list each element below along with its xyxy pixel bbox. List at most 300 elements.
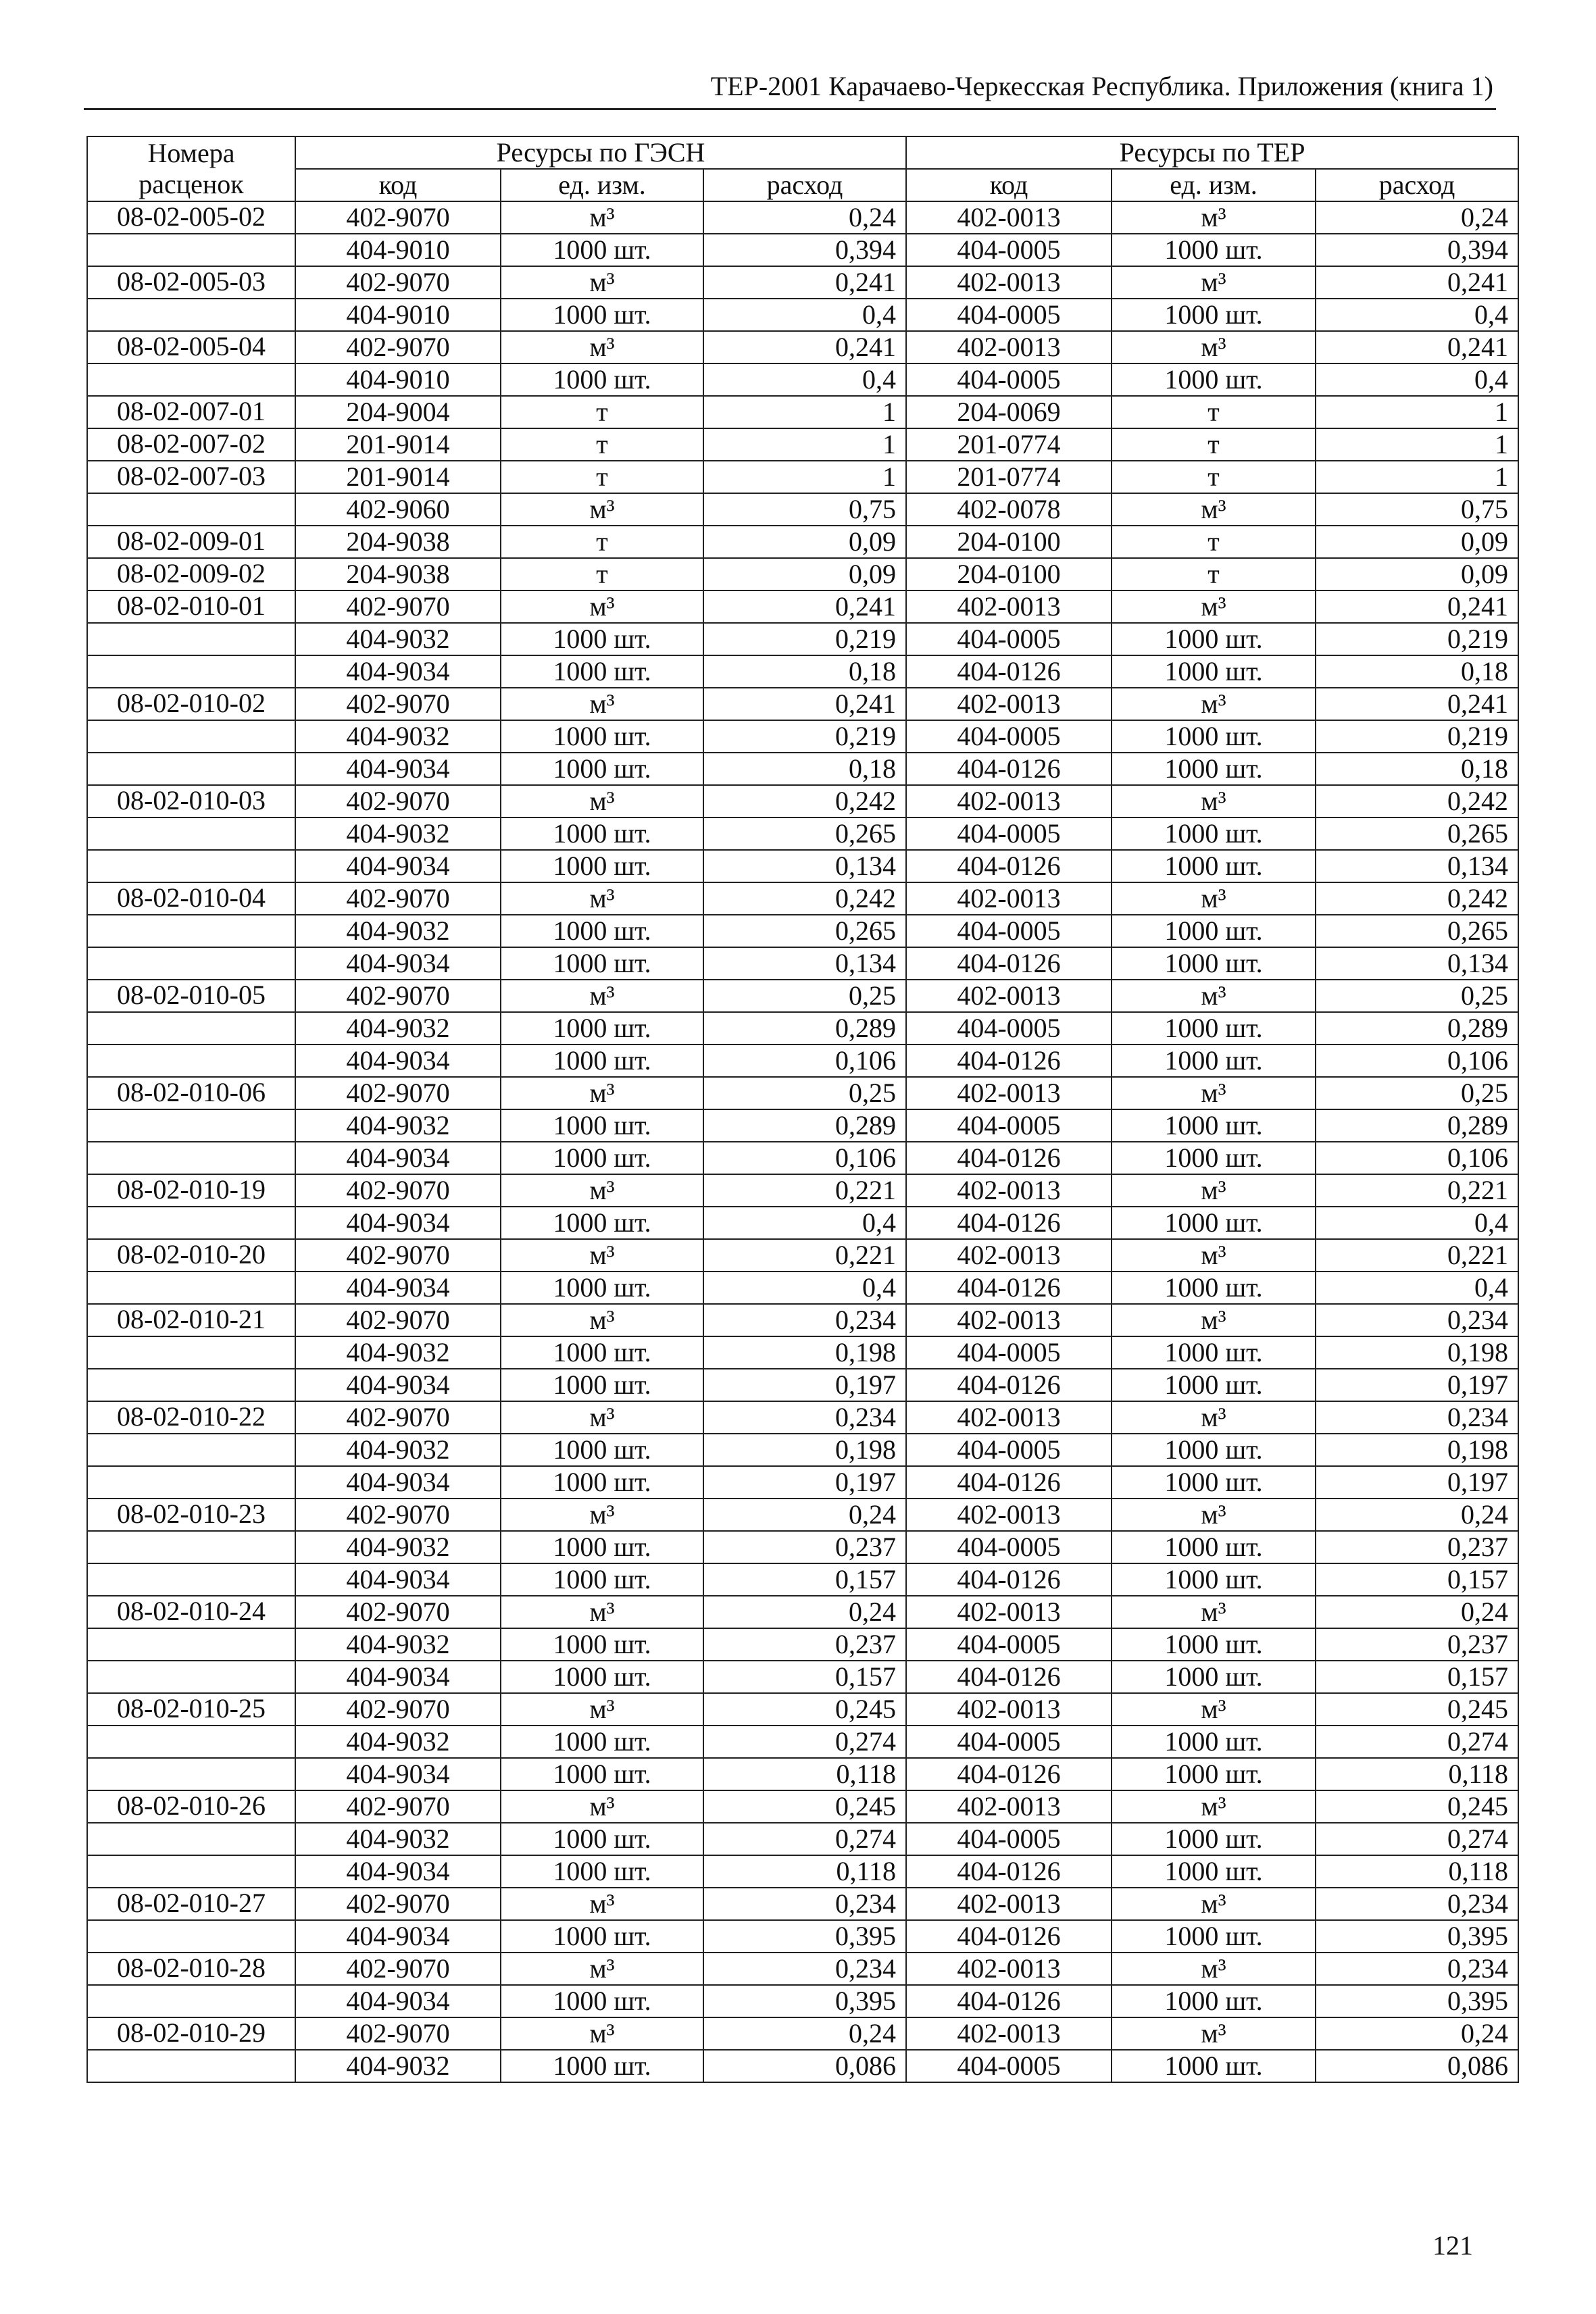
table-row: [87, 201, 1518, 234]
cell-gesn-unit: 1000 шт.: [501, 1142, 703, 1174]
table-row: [87, 1823, 1518, 1855]
cell-ter-unit: 1000 шт.: [1112, 1369, 1316, 1401]
cell-gesn-amount: 0,106: [703, 1045, 906, 1077]
table-row: [87, 947, 1518, 980]
cell-ter-unit: м³: [1112, 590, 1316, 623]
cell-gesn-code: 402-9070: [295, 1401, 501, 1434]
cell-gesn-code: 402-9070: [295, 785, 501, 818]
cell-ter-amount: 0,198: [1316, 1336, 1518, 1369]
table-row: [87, 720, 1518, 753]
rate-number-continuation: [87, 1272, 295, 1304]
table-row: [87, 1401, 1518, 1434]
cell-gesn-unit: 1000 шт.: [501, 1336, 703, 1369]
cell-gesn-amount: 0,4: [703, 1207, 906, 1239]
cell-gesn-amount: 0,394: [703, 234, 906, 266]
table-row: [87, 1077, 1518, 1109]
cell-ter-amount: 0,289: [1316, 1012, 1518, 1045]
cell-gesn-amount: 0,24: [703, 2017, 906, 2050]
table-row: [87, 1369, 1518, 1401]
cell-ter-code: 402-0013: [906, 1239, 1112, 1272]
rate-number-continuation: [87, 655, 295, 688]
cell-ter-code: 201-0774: [906, 461, 1112, 493]
col-header-ter-amount: расход: [1316, 169, 1518, 201]
cell-gesn-unit: 1000 шт.: [501, 1272, 703, 1304]
cell-gesn-unit: м³: [501, 1499, 703, 1531]
cell-ter-unit: м³: [1112, 1401, 1316, 1434]
cell-ter-code: 402-0013: [906, 882, 1112, 915]
cell-gesn-code: 404-9034: [295, 655, 501, 688]
cell-gesn-code: 402-9070: [295, 1239, 501, 1272]
cell-gesn-code: 404-9034: [295, 753, 501, 785]
cell-gesn-amount: 0,289: [703, 1012, 906, 1045]
cell-ter-unit: м³: [1112, 1174, 1316, 1207]
cell-ter-amount: 0,18: [1316, 753, 1518, 785]
table-row: [87, 915, 1518, 947]
cell-ter-amount: 0,241: [1316, 590, 1518, 623]
rate-number: 08-02-010-03: [87, 785, 295, 818]
cell-gesn-unit: 1000 шт.: [501, 947, 703, 980]
cell-ter-unit: 1000 шт.: [1112, 947, 1316, 980]
cell-ter-amount: 0,289: [1316, 1109, 1518, 1142]
cell-ter-amount: 0,237: [1316, 1628, 1518, 1661]
cell-gesn-amount: 0,134: [703, 947, 906, 980]
cell-gesn-unit: м³: [501, 2017, 703, 2050]
cell-ter-unit: м³: [1112, 1596, 1316, 1628]
table-row: [87, 1239, 1518, 1272]
cell-gesn-code: 404-9032: [295, 1531, 501, 1563]
cell-ter-amount: 0,198: [1316, 1434, 1518, 1466]
cell-ter-unit: м³: [1112, 785, 1316, 818]
cell-gesn-amount: 0,24: [703, 1499, 906, 1531]
cell-gesn-unit: м³: [501, 1596, 703, 1628]
cell-gesn-unit: м³: [501, 882, 703, 915]
cell-gesn-code: 402-9070: [295, 1077, 501, 1109]
cell-ter-code: 402-0013: [906, 331, 1112, 363]
cell-gesn-unit: 1000 шт.: [501, 1207, 703, 1239]
table-row: [87, 818, 1518, 850]
cell-ter-unit: 1000 шт.: [1112, 2050, 1316, 2082]
cell-gesn-unit: 1000 шт.: [501, 2050, 703, 2082]
cell-ter-unit: м³: [1112, 882, 1316, 915]
cell-gesn-unit: 1000 шт.: [501, 1563, 703, 1596]
rate-number-continuation: [87, 234, 295, 266]
cell-gesn-amount: 0,18: [703, 753, 906, 785]
cell-ter-code: 402-0013: [906, 1888, 1112, 1920]
cell-gesn-amount: 0,118: [703, 1855, 906, 1888]
cell-ter-amount: 0,09: [1316, 526, 1518, 558]
cell-gesn-amount: 0,221: [703, 1174, 906, 1207]
rate-number: 08-02-010-23: [87, 1499, 295, 1531]
cell-ter-code: 404-0005: [906, 1823, 1112, 1855]
cell-ter-amount: 0,394: [1316, 234, 1518, 266]
cell-ter-amount: 0,395: [1316, 1985, 1518, 2017]
cell-gesn-amount: 0,245: [703, 1790, 906, 1823]
cell-gesn-amount: 0,237: [703, 1531, 906, 1563]
cell-ter-amount: 0,265: [1316, 915, 1518, 947]
cell-gesn-amount: 0,4: [703, 363, 906, 396]
cell-gesn-code: 404-9034: [295, 1563, 501, 1596]
cell-ter-unit: м³: [1112, 1953, 1316, 1985]
table-row: [87, 1109, 1518, 1142]
cell-gesn-amount: 0,274: [703, 1726, 906, 1758]
cell-gesn-unit: 1000 шт.: [501, 1109, 703, 1142]
cell-gesn-amount: 0,245: [703, 1693, 906, 1726]
col-header-gesn-code: код: [295, 169, 501, 201]
cell-gesn-unit: м³: [501, 1953, 703, 1985]
rate-number: 08-02-007-01: [87, 396, 295, 428]
rate-number-continuation: [87, 299, 295, 331]
cell-gesn-unit: т: [501, 526, 703, 558]
cell-ter-amount: 0,086: [1316, 2050, 1518, 2082]
page-header-title: ТЕР-2001 Карачаево-Черкесская Республика. Приложения (книга 1): [710, 71, 1493, 101]
cell-ter-unit: м³: [1112, 201, 1316, 234]
cell-ter-amount: 0,274: [1316, 1726, 1518, 1758]
cell-ter-unit: м³: [1112, 1239, 1316, 1272]
cell-ter-amount: 0,241: [1316, 688, 1518, 720]
table-row: [87, 1953, 1518, 1985]
cell-ter-unit: 1000 шт.: [1112, 1012, 1316, 1045]
rate-number: 08-02-010-05: [87, 980, 295, 1012]
table-row: [87, 1855, 1518, 1888]
cell-gesn-unit: м³: [501, 590, 703, 623]
cell-ter-unit: т: [1112, 461, 1316, 493]
cell-ter-unit: м³: [1112, 688, 1316, 720]
cell-gesn-unit: м³: [501, 785, 703, 818]
cell-gesn-code: 404-9032: [295, 720, 501, 753]
cell-ter-code: 402-0013: [906, 688, 1112, 720]
table-row: [87, 2050, 1518, 2082]
cell-gesn-amount: 0,106: [703, 1142, 906, 1174]
table-row: [87, 1466, 1518, 1499]
cell-ter-unit: 1000 шт.: [1112, 850, 1316, 882]
cell-ter-amount: 0,265: [1316, 818, 1518, 850]
cell-ter-code: 404-0126: [906, 1563, 1112, 1596]
cell-gesn-unit: 1000 шт.: [501, 1823, 703, 1855]
rate-number-continuation: [87, 1109, 295, 1142]
cell-gesn-code: 402-9070: [295, 1693, 501, 1726]
cell-gesn-code: 402-9070: [295, 882, 501, 915]
cell-gesn-amount: 0,242: [703, 785, 906, 818]
cell-gesn-amount: 0,4: [703, 299, 906, 331]
table-row: [87, 1207, 1518, 1239]
cell-gesn-amount: 0,197: [703, 1369, 906, 1401]
table-row: [87, 1434, 1518, 1466]
cell-gesn-code: 404-9034: [295, 1369, 501, 1401]
cell-gesn-unit: м³: [501, 493, 703, 526]
table-row: [87, 882, 1518, 915]
cell-ter-unit: 1000 шт.: [1112, 363, 1316, 396]
cell-gesn-amount: 0,18: [703, 655, 906, 688]
cell-ter-code: 404-0126: [906, 1661, 1112, 1693]
table-row: [87, 1661, 1518, 1693]
table-row: [87, 1985, 1518, 2017]
col-header-ter: Ресурсы по ТЕР: [906, 136, 1518, 169]
cell-gesn-code: 402-9070: [295, 1174, 501, 1207]
cell-ter-unit: м³: [1112, 266, 1316, 299]
cell-gesn-unit: 1000 шт.: [501, 818, 703, 850]
cell-ter-unit: м³: [1112, 1077, 1316, 1109]
rate-number-continuation: [87, 850, 295, 882]
cell-ter-unit: 1000 шт.: [1112, 915, 1316, 947]
cell-ter-amount: 0,25: [1316, 980, 1518, 1012]
cell-ter-unit: 1000 шт.: [1112, 234, 1316, 266]
table-row: [87, 1790, 1518, 1823]
cell-gesn-code: 404-9034: [295, 1466, 501, 1499]
cell-ter-code: 204-0069: [906, 396, 1112, 428]
cell-gesn-code: 204-9038: [295, 526, 501, 558]
cell-gesn-code: 402-9070: [295, 688, 501, 720]
cell-ter-amount: 0,395: [1316, 1920, 1518, 1953]
cell-ter-amount: 0,221: [1316, 1239, 1518, 1272]
table-row: [87, 1920, 1518, 1953]
table-row: [87, 1563, 1518, 1596]
table-row: [87, 1888, 1518, 1920]
rate-number-continuation: [87, 1531, 295, 1563]
cell-ter-amount: 0,134: [1316, 947, 1518, 980]
cell-ter-amount: 0,234: [1316, 1888, 1518, 1920]
cell-ter-amount: 0,24: [1316, 1499, 1518, 1531]
cell-ter-code: 402-0013: [906, 1596, 1112, 1628]
rate-number-continuation: [87, 720, 295, 753]
cell-gesn-unit: м³: [501, 1693, 703, 1726]
cell-gesn-code: 404-9010: [295, 234, 501, 266]
cell-gesn-code: 404-9034: [295, 1758, 501, 1790]
cell-ter-code: 404-0126: [906, 850, 1112, 882]
cell-ter-unit: 1000 шт.: [1112, 1758, 1316, 1790]
cell-ter-code: 404-0126: [906, 1466, 1112, 1499]
cell-gesn-unit: 1000 шт.: [501, 1628, 703, 1661]
col-header-gesn-amount: расход: [703, 169, 906, 201]
cell-gesn-code: 402-9070: [295, 1790, 501, 1823]
cell-ter-code: 404-0005: [906, 818, 1112, 850]
rate-number: 08-02-007-03: [87, 461, 295, 493]
cell-gesn-code: 204-9038: [295, 558, 501, 590]
cell-ter-unit: 1000 шт.: [1112, 1336, 1316, 1369]
cell-gesn-amount: 0,4: [703, 1272, 906, 1304]
cell-gesn-amount: 0,241: [703, 688, 906, 720]
cell-gesn-code: 404-9034: [295, 947, 501, 980]
cell-ter-amount: 0,219: [1316, 623, 1518, 655]
rate-number: 08-02-007-02: [87, 428, 295, 461]
cell-gesn-amount: 0,25: [703, 980, 906, 1012]
table-row: [87, 623, 1518, 655]
cell-ter-code: 402-0013: [906, 1790, 1112, 1823]
cell-gesn-amount: 0,221: [703, 1239, 906, 1272]
rate-number-continuation: [87, 1336, 295, 1369]
cell-ter-amount: 0,221: [1316, 1174, 1518, 1207]
group-header-row: [87, 136, 1518, 169]
page-number: 121: [1432, 2230, 1473, 2261]
cell-ter-unit: 1000 шт.: [1112, 1563, 1316, 1596]
cell-gesn-code: 402-9070: [295, 1304, 501, 1336]
cell-gesn-code: 404-9034: [295, 1920, 501, 1953]
table-row: [87, 1596, 1518, 1628]
cell-ter-unit: м³: [1112, 2017, 1316, 2050]
cell-ter-code: 404-0126: [906, 753, 1112, 785]
cell-ter-code: 402-0013: [906, 2017, 1112, 2050]
cell-ter-unit: м³: [1112, 331, 1316, 363]
table-row: [87, 688, 1518, 720]
cell-ter-amount: 1: [1316, 461, 1518, 493]
cell-gesn-code: 404-9032: [295, 1336, 501, 1369]
cell-gesn-code: 404-9034: [295, 1661, 501, 1693]
cell-gesn-unit: 1000 шт.: [501, 1531, 703, 1563]
cell-gesn-code: 402-9070: [295, 201, 501, 234]
col-header-gesn: Ресурсы по ГЭСН: [295, 136, 906, 169]
cell-gesn-amount: 0,198: [703, 1336, 906, 1369]
cell-gesn-unit: м³: [501, 1174, 703, 1207]
table-row: [87, 753, 1518, 785]
cell-gesn-amount: 1: [703, 428, 906, 461]
cell-gesn-unit: м³: [501, 1401, 703, 1434]
cell-gesn-amount: 0,234: [703, 1401, 906, 1434]
cell-ter-unit: м³: [1112, 493, 1316, 526]
cell-ter-code: 404-0005: [906, 1531, 1112, 1563]
cell-gesn-unit: 1000 шт.: [501, 850, 703, 882]
sub-header-row: [87, 169, 1518, 201]
cell-ter-amount: 1: [1316, 396, 1518, 428]
table-row: [87, 785, 1518, 818]
table-row: [87, 493, 1518, 526]
rate-number-continuation: [87, 1920, 295, 1953]
cell-gesn-amount: 0,234: [703, 1304, 906, 1336]
cell-gesn-code: 402-9070: [295, 1499, 501, 1531]
cell-gesn-code: 404-9034: [295, 1855, 501, 1888]
cell-gesn-amount: 0,241: [703, 266, 906, 299]
cell-ter-code: 404-0005: [906, 623, 1112, 655]
table-row: [87, 1758, 1518, 1790]
table-row: [87, 1693, 1518, 1726]
cell-ter-amount: 0,245: [1316, 1693, 1518, 1726]
rate-number: 08-02-010-02: [87, 688, 295, 720]
cell-ter-amount: 0,242: [1316, 882, 1518, 915]
cell-gesn-unit: т: [501, 461, 703, 493]
cell-ter-amount: 0,219: [1316, 720, 1518, 753]
rate-number: 08-02-010-21: [87, 1304, 295, 1336]
cell-gesn-amount: 0,134: [703, 850, 906, 882]
cell-gesn-unit: 1000 шт.: [501, 299, 703, 331]
cell-ter-unit: 1000 шт.: [1112, 1531, 1316, 1563]
cell-ter-amount: 0,106: [1316, 1142, 1518, 1174]
cell-gesn-unit: 1000 шт.: [501, 655, 703, 688]
cell-gesn-amount: 0,157: [703, 1563, 906, 1596]
cell-gesn-unit: т: [501, 428, 703, 461]
cell-ter-unit: 1000 шт.: [1112, 1628, 1316, 1661]
table-row: [87, 428, 1518, 461]
cell-ter-code: 402-0013: [906, 1499, 1112, 1531]
table-row: [87, 363, 1518, 396]
rate-number: 08-02-009-01: [87, 526, 295, 558]
cell-gesn-amount: 0,75: [703, 493, 906, 526]
cell-ter-unit: 1000 шт.: [1112, 1985, 1316, 2017]
cell-ter-unit: 1000 шт.: [1112, 1726, 1316, 1758]
cell-gesn-code: 402-9060: [295, 493, 501, 526]
cell-ter-unit: м³: [1112, 1790, 1316, 1823]
cell-ter-unit: 1000 шт.: [1112, 1855, 1316, 1888]
rate-number: 08-02-010-06: [87, 1077, 295, 1109]
cell-gesn-unit: 1000 шт.: [501, 720, 703, 753]
col-header-ter-code: код: [906, 169, 1112, 201]
cell-gesn-unit: м³: [501, 1239, 703, 1272]
cell-gesn-amount: 0,265: [703, 818, 906, 850]
rate-number-continuation: [87, 2050, 295, 2082]
cell-ter-unit: м³: [1112, 1888, 1316, 1920]
cell-gesn-unit: м³: [501, 1077, 703, 1109]
cell-gesn-code: 402-9070: [295, 1596, 501, 1628]
cell-gesn-amount: 0,086: [703, 2050, 906, 2082]
cell-gesn-unit: 1000 шт.: [501, 1758, 703, 1790]
cell-ter-unit: 1000 шт.: [1112, 1920, 1316, 1953]
cell-ter-amount: 0,4: [1316, 363, 1518, 396]
cell-ter-code: 404-0126: [906, 1920, 1112, 1953]
cell-ter-code: 404-0126: [906, 1985, 1112, 2017]
cell-gesn-amount: 0,265: [703, 915, 906, 947]
cell-gesn-amount: 0,09: [703, 558, 906, 590]
cell-ter-code: 402-0013: [906, 1693, 1112, 1726]
cell-ter-code: 201-0774: [906, 428, 1112, 461]
cell-gesn-unit: м³: [501, 688, 703, 720]
rate-number: 08-02-010-22: [87, 1401, 295, 1434]
cell-ter-code: 402-0013: [906, 980, 1112, 1012]
cell-gesn-amount: 0,219: [703, 720, 906, 753]
cell-ter-unit: 1000 шт.: [1112, 1142, 1316, 1174]
table-row: [87, 1174, 1518, 1207]
table-row: [87, 299, 1518, 331]
cell-ter-amount: 0,75: [1316, 493, 1518, 526]
rate-number: 08-02-010-04: [87, 882, 295, 915]
cell-ter-unit: 1000 шт.: [1112, 1661, 1316, 1693]
cell-gesn-amount: 0,157: [703, 1661, 906, 1693]
cell-gesn-code: 404-9032: [295, 1012, 501, 1045]
cell-ter-amount: 0,242: [1316, 785, 1518, 818]
cell-ter-amount: 0,197: [1316, 1466, 1518, 1499]
table-row: [87, 558, 1518, 590]
rate-number-continuation: [87, 1726, 295, 1758]
table-row: [87, 1628, 1518, 1661]
cell-gesn-amount: 1: [703, 396, 906, 428]
cell-gesn-amount: 0,241: [703, 590, 906, 623]
table-row: [87, 1012, 1518, 1045]
rate-number-continuation: [87, 1466, 295, 1499]
cell-ter-code: 402-0078: [906, 493, 1112, 526]
cell-ter-unit: 1000 шт.: [1112, 720, 1316, 753]
cell-ter-code: 402-0013: [906, 201, 1112, 234]
cell-gesn-unit: 1000 шт.: [501, 753, 703, 785]
cell-ter-code: 404-0005: [906, 1726, 1112, 1758]
col-header-numbers: [87, 136, 295, 201]
cell-gesn-code: 404-9032: [295, 915, 501, 947]
col-header-ter-unit: ед. изм.: [1112, 169, 1316, 201]
cell-gesn-code: 404-9032: [295, 1434, 501, 1466]
header-divider: [84, 108, 1496, 110]
cell-gesn-amount: 0,09: [703, 526, 906, 558]
cell-gesn-code: 404-9010: [295, 363, 501, 396]
table-row: [87, 850, 1518, 882]
cell-ter-unit: 1000 шт.: [1112, 299, 1316, 331]
cell-gesn-unit: м³: [501, 266, 703, 299]
table-body: [87, 201, 1518, 2082]
cell-ter-code: 204-0100: [906, 558, 1112, 590]
rate-number-continuation: [87, 623, 295, 655]
table-row: [87, 655, 1518, 688]
rate-number: 08-02-005-03: [87, 266, 295, 299]
table-row: [87, 234, 1518, 266]
cell-ter-code: 402-0013: [906, 785, 1112, 818]
cell-ter-code: 402-0013: [906, 1174, 1112, 1207]
cell-ter-code: 404-0126: [906, 1142, 1112, 1174]
cell-gesn-code: 404-9032: [295, 818, 501, 850]
cell-gesn-amount: 0,24: [703, 1596, 906, 1628]
